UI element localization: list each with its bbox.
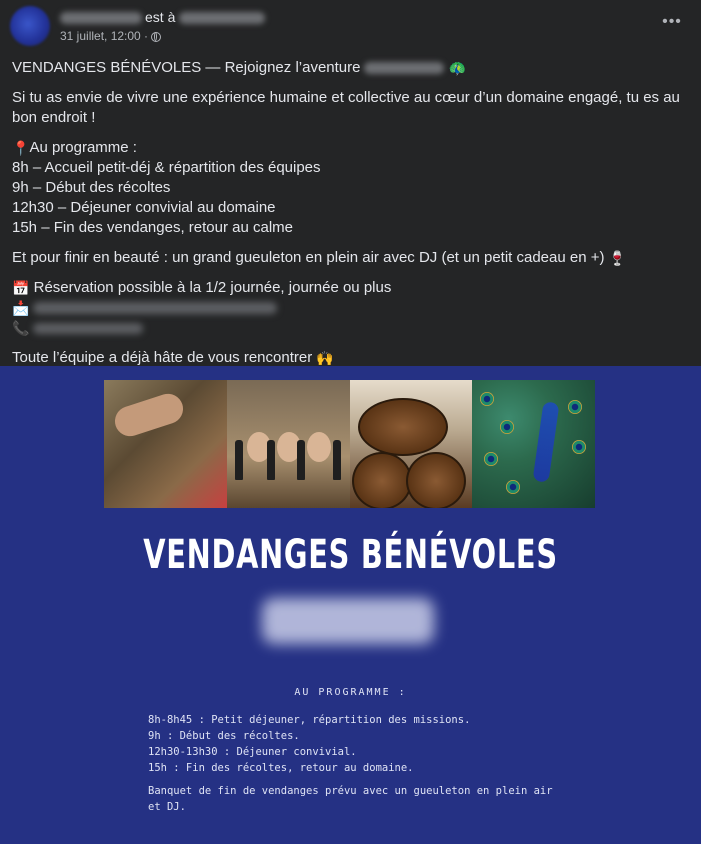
post-body	[12, 58, 688, 368]
more-options-button[interactable]: •••	[662, 13, 682, 30]
phone-blurred[interactable]	[33, 323, 143, 334]
envelope-icon: 📩	[12, 300, 30, 317]
author-line	[60, 9, 265, 25]
email-blurred[interactable]	[33, 302, 277, 314]
program-heading	[12, 138, 688, 158]
author-avatar[interactable]	[10, 6, 50, 46]
post-closing-text: Toute l’équipe a déjà hâte de vous rencontrer	[12, 349, 313, 367]
photo-strip	[104, 380, 595, 508]
feather-eye	[480, 392, 494, 406]
feather-eye	[500, 420, 514, 434]
flyer-image[interactable]	[0, 366, 701, 844]
domain-name-blurred	[364, 62, 444, 74]
author-suffix: est à	[145, 9, 176, 25]
bottle-shape	[267, 440, 275, 480]
feather-eye	[484, 452, 498, 466]
bottle-shape	[235, 440, 243, 480]
post-date[interactable]: 31 juillet, 12:00 ·	[60, 29, 149, 43]
flyer-banquet: Banquet de fin de vendanges prévu avec un gueuleton en plein air et DJ.	[148, 785, 553, 813]
bottle-shape	[297, 440, 305, 480]
flyer-title: VENDANGES BÉNÉVOLES	[143, 532, 558, 578]
raised-hands-icon: 🙌	[316, 350, 334, 367]
feather-eye	[506, 480, 520, 494]
wine-glass-icon: 🍷	[608, 250, 627, 267]
flyer-program-list	[148, 712, 470, 776]
harvest-photo	[104, 380, 227, 508]
peacock-neck	[533, 401, 560, 482]
peacock-icon: 🦚	[448, 60, 466, 77]
bottle-shape	[333, 440, 341, 480]
flyer-program-item: 12h30-13h30 : Déjeuner convivial.	[148, 746, 357, 758]
calendar-icon: 📅	[12, 280, 30, 297]
reservation-text: Réservation possible à la 1/2 journée, journée ou plus	[33, 279, 392, 297]
peacock-photo	[472, 380, 595, 508]
barrel-shape	[358, 398, 448, 456]
post-header	[10, 6, 690, 46]
program-item: 8h – Accueil petit-déj & répartition des équipes	[12, 159, 321, 177]
phone-line	[12, 318, 688, 338]
location-blurred[interactable]	[179, 12, 265, 24]
flyer-subtitle-blurred	[262, 598, 434, 644]
barrels-photo	[350, 380, 473, 508]
feather-eye	[572, 440, 586, 454]
reservation-line	[12, 278, 688, 298]
globe-icon	[151, 32, 161, 42]
feather-eye	[568, 400, 582, 414]
post-intro: Si tu as envie de vivre une expérience humaine et collective au cœur d’un domaine engagé, tu es au bon endroit !	[12, 89, 680, 127]
program-item: 9h – Début des récoltes	[12, 179, 171, 197]
post-meta	[60, 29, 161, 43]
post-finale	[12, 248, 688, 268]
barrel-shape	[352, 452, 412, 508]
face-shape	[307, 432, 331, 462]
flyer-program-item: 9h : Début des récoltes.	[148, 730, 300, 742]
author-name-blurred[interactable]	[60, 12, 142, 24]
barrel-shape	[406, 452, 466, 508]
flyer-program-item: 15h : Fin des récoltes, retour au domaine.	[148, 762, 414, 774]
team-photo	[227, 380, 350, 508]
post-title-text: VENDANGES BÉNÉVOLES — Rejoignez l’aventure	[12, 59, 361, 76]
program-item: 15h – Fin des vendanges, retour au calme	[12, 219, 294, 237]
phone-icon: 📞	[12, 320, 30, 337]
post-finale-text: Et pour finir en beauté : un grand gueuleton en plein air avec DJ (et un petit cadeau en +)	[12, 249, 605, 267]
post-title	[12, 58, 688, 78]
flyer-program-heading: AU PROGRAMME :	[294, 687, 407, 698]
email-line	[12, 298, 688, 318]
program-heading-text: Au programme :	[29, 139, 137, 157]
flyer-program-item: 8h-8h45 : Petit déjeuner, répartition des missions.	[148, 714, 471, 726]
program-item: 12h30 – Déjeuner convivial au domaine	[12, 199, 276, 217]
pin-icon: 📍	[12, 140, 30, 157]
